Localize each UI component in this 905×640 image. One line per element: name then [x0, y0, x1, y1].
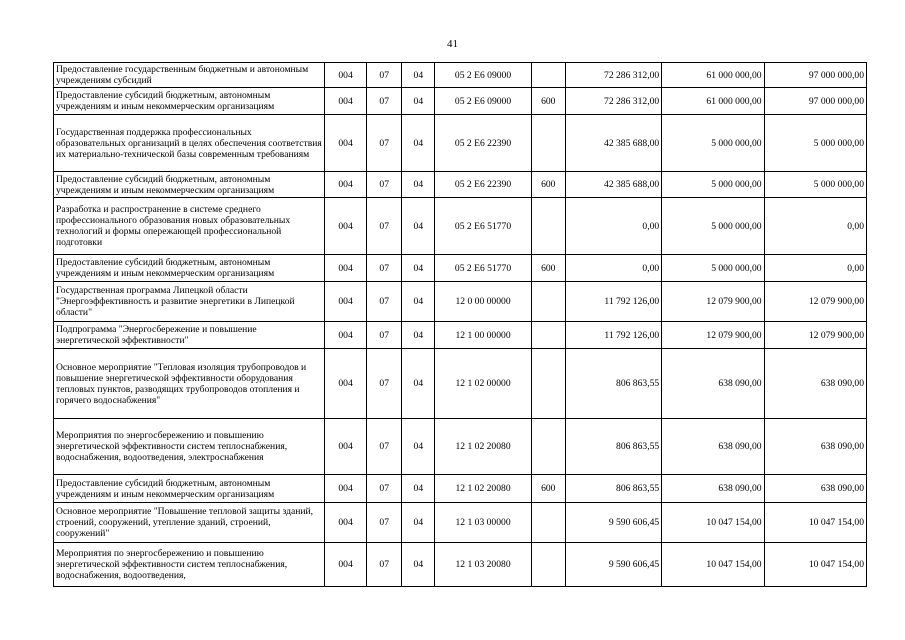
table-row — [54, 172, 867, 198]
amount-year-3: 5 000 000,00 — [764, 115, 866, 172]
grbs-code: 004 — [325, 88, 367, 115]
expense-type-code — [531, 419, 565, 475]
table-row — [54, 322, 867, 349]
section-code: 07 — [367, 88, 402, 115]
section-code: 07 — [367, 322, 402, 349]
expense-type-code: 600 — [531, 475, 565, 503]
amount-year-2: 10 047 154,00 — [662, 543, 764, 587]
grbs-code: 004 — [325, 63, 367, 88]
target-article-code: 05 2 Е6 22390 — [435, 172, 531, 198]
table-row — [54, 475, 867, 503]
amount-year-1: 11 792 126,00 — [565, 322, 661, 349]
grbs-code: 004 — [325, 322, 367, 349]
expense-type-code — [531, 503, 565, 543]
table-body — [54, 63, 867, 587]
table-row — [54, 503, 867, 543]
amount-year-1: 42 385 688,00 — [565, 115, 661, 172]
target-article-code: 05 2 Е6 09000 — [435, 63, 531, 88]
row-name: Подпрограмма "Энергосбережение и повышение энергетической эффективности" — [54, 322, 325, 349]
grbs-code: 004 — [325, 349, 367, 419]
grbs-code: 004 — [325, 419, 367, 475]
table-row — [54, 419, 867, 475]
expense-type-code — [531, 322, 565, 349]
amount-year-3: 97 000 000,00 — [764, 88, 866, 115]
table-row — [54, 63, 867, 88]
row-name: Государственная программа Липецкой области "Энергоэффективность и развитие энергетики в Липецкой области" — [54, 282, 325, 322]
expense-type-code — [531, 198, 565, 255]
section-code: 07 — [367, 255, 402, 282]
table-row — [54, 349, 867, 419]
table-row — [54, 543, 867, 587]
budget-table — [53, 62, 867, 587]
expense-type-code: 600 — [531, 255, 565, 282]
target-article-code: 12 1 00 00000 — [435, 322, 531, 349]
amount-year-2: 5 000 000,00 — [662, 115, 764, 172]
amount-year-2: 12 079 900,00 — [662, 282, 764, 322]
subsection-code: 04 — [402, 282, 435, 322]
table-row — [54, 115, 867, 172]
amount-year-1: 0,00 — [565, 198, 661, 255]
grbs-code: 004 — [325, 115, 367, 172]
target-article-code: 12 1 02 00000 — [435, 349, 531, 419]
subsection-code: 04 — [402, 198, 435, 255]
section-code: 07 — [367, 503, 402, 543]
expense-type-code: 600 — [531, 88, 565, 115]
amount-year-3: 10 047 154,00 — [764, 543, 866, 587]
amount-year-1: 806 863,55 — [565, 475, 661, 503]
target-article-code: 05 2 Е6 51770 — [435, 198, 531, 255]
amount-year-2: 638 090,00 — [662, 475, 764, 503]
amount-year-2: 61 000 000,00 — [662, 63, 764, 88]
amount-year-3: 0,00 — [764, 198, 866, 255]
section-code: 07 — [367, 349, 402, 419]
amount-year-2: 5 000 000,00 — [662, 172, 764, 198]
subsection-code: 04 — [402, 503, 435, 543]
section-code: 07 — [367, 198, 402, 255]
row-name: Предоставление субсидий бюджетным, автономным учреждениям и иным некоммерческим организациям — [54, 88, 325, 115]
row-name: Предоставление субсидий бюджетным, автономным учреждениям и иным некоммерческим организациям — [54, 255, 325, 282]
target-article-code: 12 1 03 00000 — [435, 503, 531, 543]
expense-type-code — [531, 115, 565, 172]
subsection-code: 04 — [402, 172, 435, 198]
subsection-code: 04 — [402, 88, 435, 115]
target-article-code: 12 1 02 20080 — [435, 419, 531, 475]
amount-year-3: 97 000 000,00 — [764, 63, 866, 88]
amount-year-3: 638 090,00 — [764, 475, 866, 503]
amount-year-1: 11 792 126,00 — [565, 282, 661, 322]
target-article-code: 05 2 Е6 51770 — [435, 255, 531, 282]
section-code: 07 — [367, 282, 402, 322]
amount-year-2: 5 000 000,00 — [662, 198, 764, 255]
amount-year-2: 638 090,00 — [662, 419, 764, 475]
grbs-code: 004 — [325, 198, 367, 255]
row-name: Государственная поддержка профессиональных образовательных организаций в целях обеспечения соответствия их материально-технической базы современным требованиям — [54, 115, 325, 172]
expense-type-code: 600 — [531, 172, 565, 198]
subsection-code: 04 — [402, 419, 435, 475]
amount-year-1: 9 590 606,45 — [565, 503, 661, 543]
amount-year-1: 42 385 688,00 — [565, 172, 661, 198]
section-code: 07 — [367, 63, 402, 88]
target-article-code: 12 1 03 20080 — [435, 543, 531, 587]
amount-year-3: 12 079 900,00 — [764, 322, 866, 349]
target-article-code: 12 0 00 00000 — [435, 282, 531, 322]
row-name: Предоставление субсидий бюджетным, автономным учреждениям и иным некоммерческим организациям — [54, 475, 325, 503]
amount-year-3: 12 079 900,00 — [764, 282, 866, 322]
subsection-code: 04 — [402, 349, 435, 419]
amount-year-2: 5 000 000,00 — [662, 255, 764, 282]
target-article-code: 12 1 02 20080 — [435, 475, 531, 503]
section-code: 07 — [367, 543, 402, 587]
row-name: Основное мероприятие "Повышение тепловой защиты зданий, строений, сооружений, утепление зданий, строений, сооружений" — [54, 503, 325, 543]
grbs-code: 004 — [325, 475, 367, 503]
subsection-code: 04 — [402, 475, 435, 503]
grbs-code: 004 — [325, 255, 367, 282]
section-code: 07 — [367, 419, 402, 475]
expense-type-code — [531, 63, 565, 88]
row-name: Основное мероприятие "Тепловая изоляция трубопроводов и повышение энергетической эффективности оборудования тепловых пунктов, разводящих трубопроводов отопления и горячего водоснабжения" — [54, 349, 325, 419]
amount-year-2: 638 090,00 — [662, 349, 764, 419]
amount-year-3: 638 090,00 — [764, 419, 866, 475]
grbs-code: 004 — [325, 503, 367, 543]
table-row — [54, 282, 867, 322]
grbs-code: 004 — [325, 282, 367, 322]
table-row — [54, 198, 867, 255]
amount-year-2: 61 000 000,00 — [662, 88, 764, 115]
subsection-code: 04 — [402, 115, 435, 172]
amount-year-1: 72 286 312,00 — [565, 63, 661, 88]
subsection-code: 04 — [402, 543, 435, 587]
table-row — [54, 255, 867, 282]
amount-year-3: 10 047 154,00 — [764, 503, 866, 543]
amount-year-1: 72 286 312,00 — [565, 88, 661, 115]
amount-year-3: 5 000 000,00 — [764, 172, 866, 198]
section-code: 07 — [367, 115, 402, 172]
target-article-code: 05 2 Е6 22390 — [435, 115, 531, 172]
amount-year-1: 806 863,55 — [565, 349, 661, 419]
section-code: 07 — [367, 475, 402, 503]
subsection-code: 04 — [402, 255, 435, 282]
amount-year-3: 0,00 — [764, 255, 866, 282]
amount-year-1: 0,00 — [565, 255, 661, 282]
subsection-code: 04 — [402, 63, 435, 88]
amount-year-2: 12 079 900,00 — [662, 322, 764, 349]
row-name: Мероприятия по энергосбережению и повышению энергетической эффективности систем теплоснабжения, водоснабжения, водоотведения, — [54, 543, 325, 587]
amount-year-1: 9 590 606,45 — [565, 543, 661, 587]
amount-year-2: 10 047 154,00 — [662, 503, 764, 543]
row-name: Мероприятия по энергосбережению и повышению энергетической эффективности систем теплоснабжения, водоснабжения, водоотведения, электроснабжения — [54, 419, 325, 475]
target-article-code: 05 2 Е6 09000 — [435, 88, 531, 115]
amount-year-1: 806 863,55 — [565, 419, 661, 475]
subsection-code: 04 — [402, 322, 435, 349]
grbs-code: 004 — [325, 172, 367, 198]
expense-type-code — [531, 282, 565, 322]
row-name: Предоставление государственным бюджетным и автономным учреждениям субсидий — [54, 63, 325, 88]
section-code: 07 — [367, 172, 402, 198]
table-row — [54, 88, 867, 115]
amount-year-3: 638 090,00 — [764, 349, 866, 419]
grbs-code: 004 — [325, 543, 367, 587]
row-name: Предоставление субсидий бюджетным, автономным учреждениям и иным некоммерческим организациям — [54, 172, 325, 198]
page-number: 41 — [447, 38, 458, 50]
expense-type-code — [531, 349, 565, 419]
expense-type-code — [531, 543, 565, 587]
row-name: Разработка и распространение в системе среднего профессионального образования новых образовательных технологий и формы опережающей профессиональной подготовки — [54, 198, 325, 255]
